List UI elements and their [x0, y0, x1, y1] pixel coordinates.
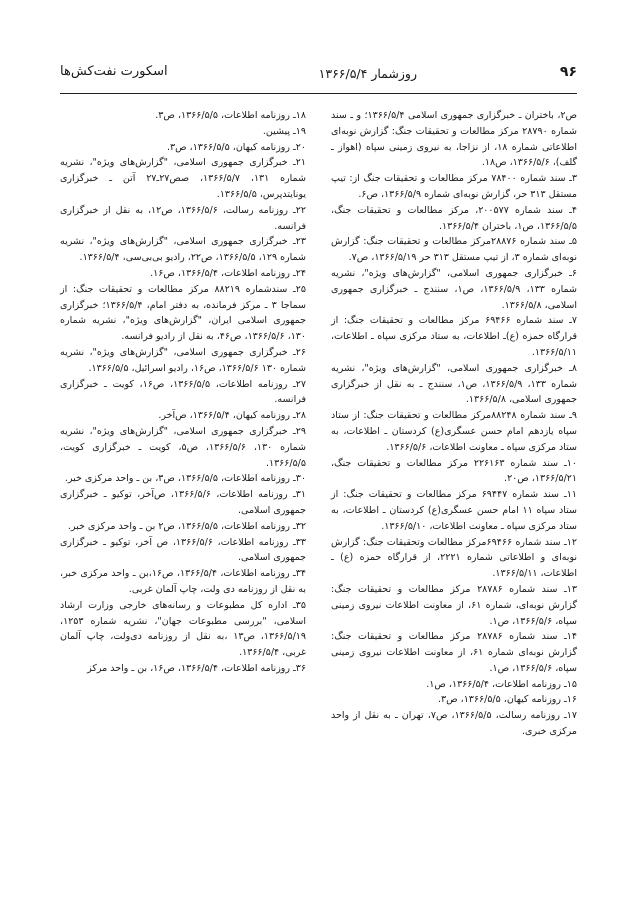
footnote-entry: ۴ـ سند شماره ۲۰۰۵۷۷، مرکز مطالعات و تحقیقات جنگ، ۱۳۶۶/۵/۵، ص۱، باختران ۱۳۶۶/۵/۴. [331, 204, 577, 232]
footnote-entry: ۹ـ سند شماره ۸۸۲۴۸مرکز مطالعات و تحقیقات جنگ: از ستاد سپاه یازدهم امام حسن عسگری(ع) کردستان ـ اطلاعات، به ستاد مرکزی سپاه ـ معاونت اطلاعات، ۱۳۶۶/۵/۶. [331, 410, 577, 453]
footnote-entry: ۲۳ـ خبرگزاری جمهوری اسلامی، "گزارش‌های ویژه"، نشریه شماره ۱۲۹، ۱۳۶۶/۵/۵، ص۲۲، رادیو بی‌بی‌سی، ۱۳۶۶/۵/۴. [60, 236, 306, 264]
footnotes-column-left [60, 108, 306, 677]
footnote-entry: ۸ـ خبرگزاری جمهوری اسلامی، "گزارش‌های ویژه"، نشریه شماره ۱۳۳، ۱۳۶۶/۵/۹، ص۱، سنندج ـ به نقل از خبرگزاری جمهوری اسلامی، ۱۳۶۶/۵/۸. [331, 362, 577, 406]
footnote-entry: ۱۰ـ سند شماره ۲۲۶۱۶۳ مرکز مطالعات و تحقیقات جنگ، ۱۳۶۶/۵/۲۱، ص۲۰. [331, 457, 577, 485]
footnote-entry: ۳۵ـ اداره کل مطبوعات و رسانه‌های خارجی وزارت ارشاد اسلامی، "بررسی مطبوعات جهان"، نشریه شماره ۱۲۵۳، ۱۳۶۶/۵/۱۹، ص۱۳ ،به نقل از روزنامه دی‌ولت، چاپ آلمان غربی، ۱۳۶۶/۵/۴. [60, 599, 306, 659]
footnote-entry: ۱۴ـ سند شماره ۲۸۷۸۶ مرکز مطالعات و تحقیقات جنگ: گزارش نوبه‌ای شماره ۶۱، از معاونت اطلاعات نیروی زمینی سپاه، ۱۳۶۶/۵/۶، ص۱. [331, 631, 577, 674]
footnote-entry: ۲۷ـ روزنامه اطلاعات، ۱۳۶۶/۵/۵، ص۱۶، کویت ـ خبرگزاری فرانسه. [60, 378, 306, 406]
footnote-entry: ۳۰ـ روزنامه اطلاعات، ۱۳۶۶/۵/۵، ص۳، بن ـ واحد مرکزی خبر. [64, 473, 306, 485]
footnote-entry: ۷ـ سند شماره ۶۹۴۶۶ مرکز مطالعات و تحقیقات جنگ: از قرارگاه حمزه (ع)ـ اطلاعات، به ستاد مرکزی سپاه ـ اطلاعات، ۱۳۶۶/۵/۱۱. [331, 315, 577, 358]
footnote-entry: ۱۷ـ روزنامه رسالت، ۱۳۶۶/۵/۵، ص۷، تهران ـ به نقل از واحد مرکزی خبری. [331, 710, 578, 738]
footnote-entry: ۲۴ـ روزنامه اطلاعات، ۱۳۶۶/۵/۴، ص۱۶. [150, 267, 306, 279]
footnote-entry: ۲۹ـ خبرگزاری جمهوری اسلامی، "گزارش‌های ویژه"، نشریه شماره ۱۳۰، ۱۳۶۶/۵/۶، ص۵، کویت ـ خبرگزاری کویت، ۱۳۶۶/۵/۵. [60, 425, 306, 469]
footnote-entry: ۳۲ـ روزنامه اطلاعات، ۱۳۶۶/۵/۵، ص۲ بن ـ واحد مرکزی خبر. [67, 520, 306, 532]
footnotes-column-right [331, 108, 577, 740]
footnote-entry: ۱۶ـ روزنامه کیهان، ۱۳۶۶/۵/۵، ص۳. [437, 694, 577, 706]
book-title: اسکورت نفت‌کش‌ها [60, 64, 168, 79]
page-header [60, 62, 577, 86]
footnote-entry: ۱۹ـ پیشین. [262, 125, 306, 137]
footnote-entry: ۲۸ـ روزنامه کیهان، ۱۳۶۶/۵/۴، ص‌آخر. [158, 410, 306, 422]
footnote-entry: ۲۶ـ خبرگزاری جمهوری اسلامی، "گزارش‌های ویژه"، نشریه شماره ۱۳۰ ۱۳۶۶/۵/۶، ص۱۶، رادیو اسرائیل، ۱۳۶۶/۵/۵. [60, 346, 306, 374]
footnote-entry: ۳ـ سند شماره ۷۸۴۰۰ مرکز مطالعات و تحقیقات جنگ از: تیپ مستقل ۳۱۳ حر، گزارش نوبه‌ای شماره ۱۳۶۶/۵/۹، ص۶. [331, 173, 577, 200]
footnote-entry: ۲۲ـ روزنامه رسالت، ۱۳۶۶/۵/۶، ص۱۲، به نقل از خبرگزاری فرانسه. [60, 204, 306, 232]
footnote-entry: ۵ـ سند شماره ۲۸۸۷۶مرکز مطالعات و تحقیقات جنگ: گزارش نوبه‌ای شماره ۳، از تیپ مستقل ۳۱۳ حر ۱۳۶۶/۵/۱۹، ص۷. [331, 236, 577, 264]
footnote-entry: ۳۴ـ روزنامه اطلاعات، ۱۳۶۶/۵/۴، ص۱۶،بن ـ واحد مرکزی خبر، به نقل از روزنامه دی ولت، چاپ آلمان غربی. [60, 568, 306, 595]
header-divider [60, 93, 577, 94]
footnote-entry: ۱۵ـ روزنامه اطلاعات، ۱۳۶۶/۵/۴، ص۱. [426, 678, 577, 690]
footnote-entry: ۲۰ـ روزنامه کیهان، ۱۳۶۶/۵/۵، ص۳. [166, 141, 306, 153]
footnote-entry: ۳۶ـ روزنامه اطلاعات، ۱۳۶۶/۵/۴، ص۱۶، بن ـ واحد مرکز [87, 662, 306, 674]
footnote-entry: ۱۲ـ سند شماره ۶۹۴۶۶مرکز مطالعات وتحقیقات جنگ: گزارش نوبه‌ای و اطلاعاتی شماره ۲۲۲۱، از قرارگاه حمزه (ع) ـ اطلاعات، ۱۳۶۶/۵/۱۱. [331, 536, 578, 580]
footnote-entry: ۱۱ـ سند شماره ۶۹۴۴۷ مرکز مطالعات و تحقیقات جنگ: از ستاد سپاه ۱۱ امام حسن عسگری(ع) کردستان ـ اطلاعات، به ستاد مرکزی سپاه ـ معاونت اطلاعات، ۱۳۶۶/۵/۱۰. [331, 489, 577, 532]
footnote-entry: ۲۱ـ خبرگزاری جمهوری اسلامی، "گزارش‌های ویژه"، نشریه شماره ۱۳۱، ۱۳۶۶/۵/۷، صص۲۷ـ۲۷ آتن ـ خبرگزاری یونایتدپرس، ۱۳۶۶/۵/۵. [60, 157, 306, 200]
page-number: ۹۶ [559, 64, 577, 80]
footnote-entry: ۱۳ـ سند شماره ۲۸۷۸۶ مرکز مطالعات و تحقیقات جنگ: گزارش نوبه‌ای، شماره ۶۱، از معاونت اطلاعات نیروی زمینی سپاه، ۱۳۶۶/۵/۶، ص۱. [331, 583, 578, 627]
footnote-entry: ۱۸ـ روزنامه اطلاعات، ۱۳۶۶/۵/۵، ص۳. [155, 110, 306, 121]
header-date: روزشمار ۱۳۶۶/۵/۴ [318, 66, 417, 81]
footnote-entry: ۶ـ خبرگزاری جمهوری اسلامی، "گزارش‌های ویژه"، نشریه شماره ۱۳۳، ۱۳۶۶/۵/۹، ص۱، سنندج ـ خبرگزاری جمهوری اسلامی، ۱۳۶۶/۵/۸. [331, 267, 577, 311]
footnote-entry: ۳۳ـ روزنامه اطلاعات، ۱۳۶۶/۵/۶، ص آخر، توکیو ـ خبرگزاری جمهوری اسلامی. [60, 536, 306, 564]
footnote-entry: ۳۱ـ روزنامه اطلاعات، ۱۳۶۶/۵/۶، ص‌آخر، توکیو ـ خبرگزاری جمهوری اسلامی. [60, 489, 306, 516]
footnote-entry: ۲۵ـ سندشماره ۸۸۲۱۹ مرکز مطالعات و تحقیقات جنگ: از سماجا ۳ ـ مرکز فرمانده، به دفتر امام، ۱۳۶۶/۵/۴؛ خبرگزاری جمهوری اسلامی ایران، "گزارش‌های ویژه"، نشریه شماره ۱۳۰، ۱۳۶۶/۵/۶، ص۴۶، به نقل از رادیو فرانسه. [60, 283, 306, 343]
footnote-entry: ص۲، باختران ـ خبرگزاری جمهوری اسلامی ۱۳۶۶/۵/۴؛ و ـ سند شماره ۲۸۷۹۰ مرکز مطالعات و تحقیقات جنگ: گزارش نوبه‌ای اطلاعاتی شماره ۱۸، از نزاجا، به نیروی زمینی سپاه (اهواز ـ گلف)، ۱۳۶۶/۵/۶، ص۱۸. [331, 110, 578, 169]
